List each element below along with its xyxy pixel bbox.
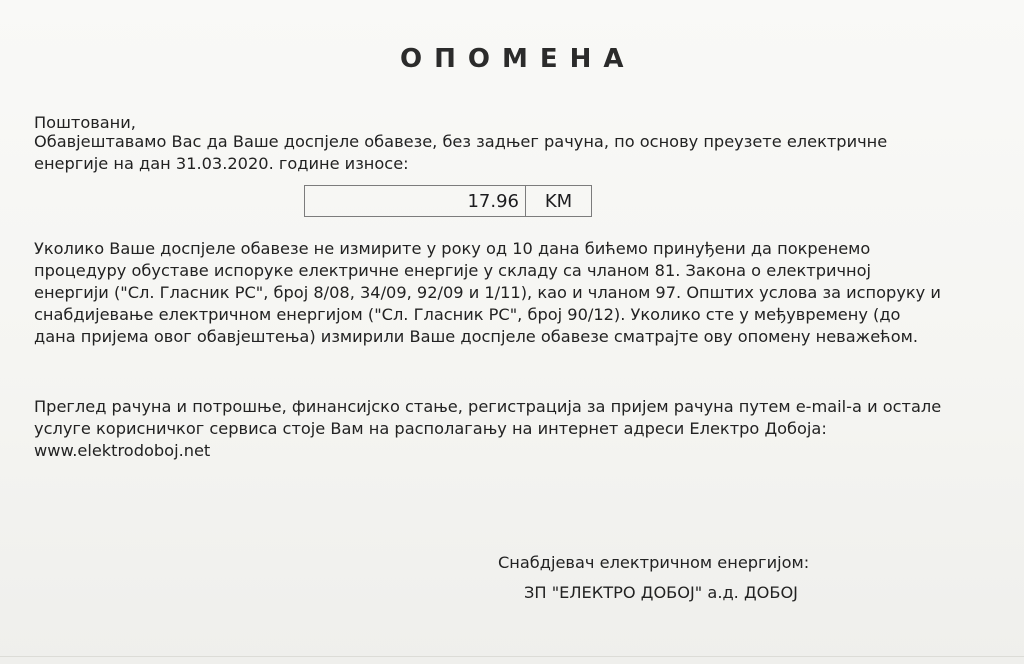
intro-line-1: Обавјештавамо Вас да Ваше доспјеле обавезе, без задњег рачуна, по основу преузете електричне <box>34 132 888 151</box>
website-link[interactable]: www.elektrodoboj.net <box>34 441 211 460</box>
warning-line-3: енергији ("Сл. Гласник РС", број 8/08, 34/09, 92/09 и 1/11), као и чланом 97. Општих услова за испоруку и <box>34 283 941 302</box>
services-line-1: Преглед рачуна и потрошње, финансијско стање, регистрација за пријем рачуна путем е-mail-а и остале <box>34 397 942 416</box>
amount-box <box>304 185 592 217</box>
warning-line-5: дана пријема овог обавјештења) измирили Ваше доспјеле обавезе сматрајте ову опомену неважећом. <box>34 327 918 346</box>
amount-currency: KM <box>544 190 573 212</box>
paper-fold-line <box>0 656 1024 657</box>
warning-line-4: снабдијевање електричном енергијом ("Сл. Гласник РС", број 90/12). Уколико сте у међувремену (до <box>34 305 901 324</box>
warning-paragraph <box>34 238 994 348</box>
intro-line-2: енергије на дан 31.03.2020. године износе: <box>34 154 409 173</box>
amount-value: 17.96 <box>467 190 519 212</box>
greeting: Поштовани, <box>34 113 136 132</box>
supplier-role: Снабдјевач електричном енергијом: <box>498 553 810 572</box>
supplier-company: ЗП "ЕЛЕКТРО ДОБОЈ" а.д. ДОБОЈ <box>524 583 798 602</box>
document-title: ОПОМЕНА <box>400 44 636 74</box>
warning-line-2: процедуру обуставе испоруке електричне енергије у складу са чланом 81. Закона о електричној <box>34 261 872 280</box>
intro-paragraph <box>34 131 994 175</box>
signature-block <box>498 548 858 608</box>
services-line-2: услуге корисничког сервиса стоје Вам на располагању на интернет адреси Електро Добоја: <box>34 419 827 438</box>
services-paragraph <box>34 396 994 462</box>
warning-line-1: Уколико Ваше доспјеле обавезе не измирите у року од 10 дана бићемо принуђени да покренемо <box>34 239 871 258</box>
